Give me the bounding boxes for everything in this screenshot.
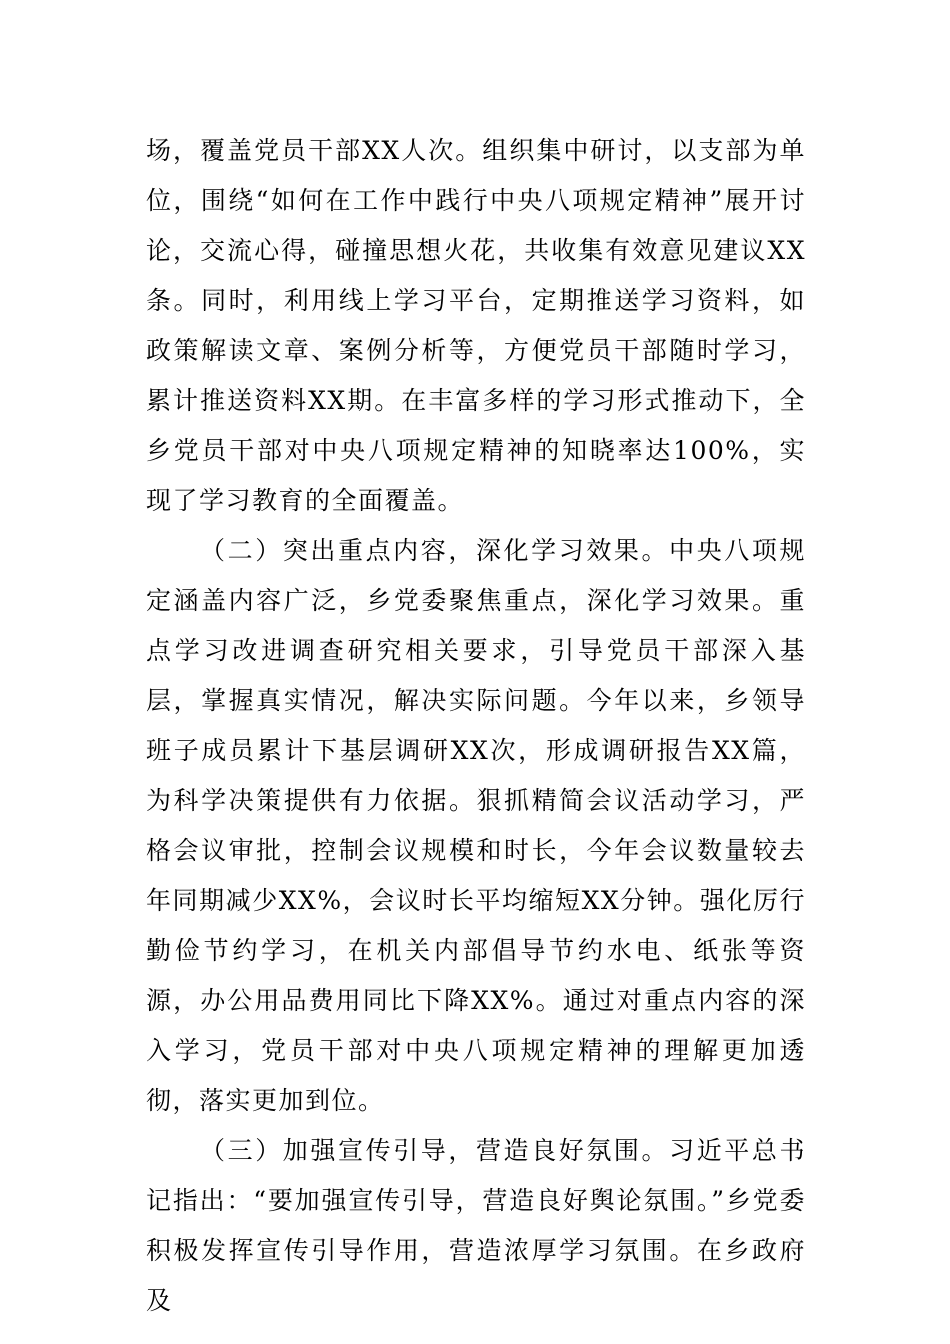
paragraph-section-two: （二）突出重点内容，深化学习效果。中央八项规定涵盖内容广泛，乡党委聚焦重点，深化学习效果。重点学习改进调查研究相关要求，引导党员干部深入基层，掌握真实情况，解决实际问题。今年以来，乡领导班子成员累计下基层调研XX次，形成调研报告XX篇，为科学决策提供有力依据。狠抓精简会议活动学习，严格会议审批，控制会议规模和时长，今年会议数量较去年同期减少XX%，会议时长平均缩短XX分钟。强化厉行勤俭节约学习，在机关内部倡导节约水电、纸张等资源，办公用品费用同比下降XX%。通过对重点内容的深入学习，党员干部对中央八项规定精神的理解更加透彻，落实更加到位。 — [146, 536, 806, 1115]
paragraph-section-three: （三）加强宣传引导，营造良好氛围。习近平总书记指出：“要加强宣传引导，营造良好舆论氛围。”乡党委积极发挥宣传引导作用，营造浓厚学习氛围。在乡政府及 — [146, 1136, 806, 1315]
document-page — [146, 126, 806, 1326]
paragraph-continuation: 场，覆盖党员干部XX人次。组织集中研讨，以支部为单位，围绕“如何在工作中践行中央八项规定精神”展开讨论，交流心得，碰撞思想火花，共收集有效意见建议XX条。同时，利用线上学习平台，定期推送学习资料，如政策解读文章、案例分析等，方便党员干部随时学习，累计推送资料XX期。在丰富多样的学习形式推动下，全乡党员干部对中央八项规定精神的知晓率达100%，实现了学习教育的全面覆盖。 — [146, 136, 806, 515]
